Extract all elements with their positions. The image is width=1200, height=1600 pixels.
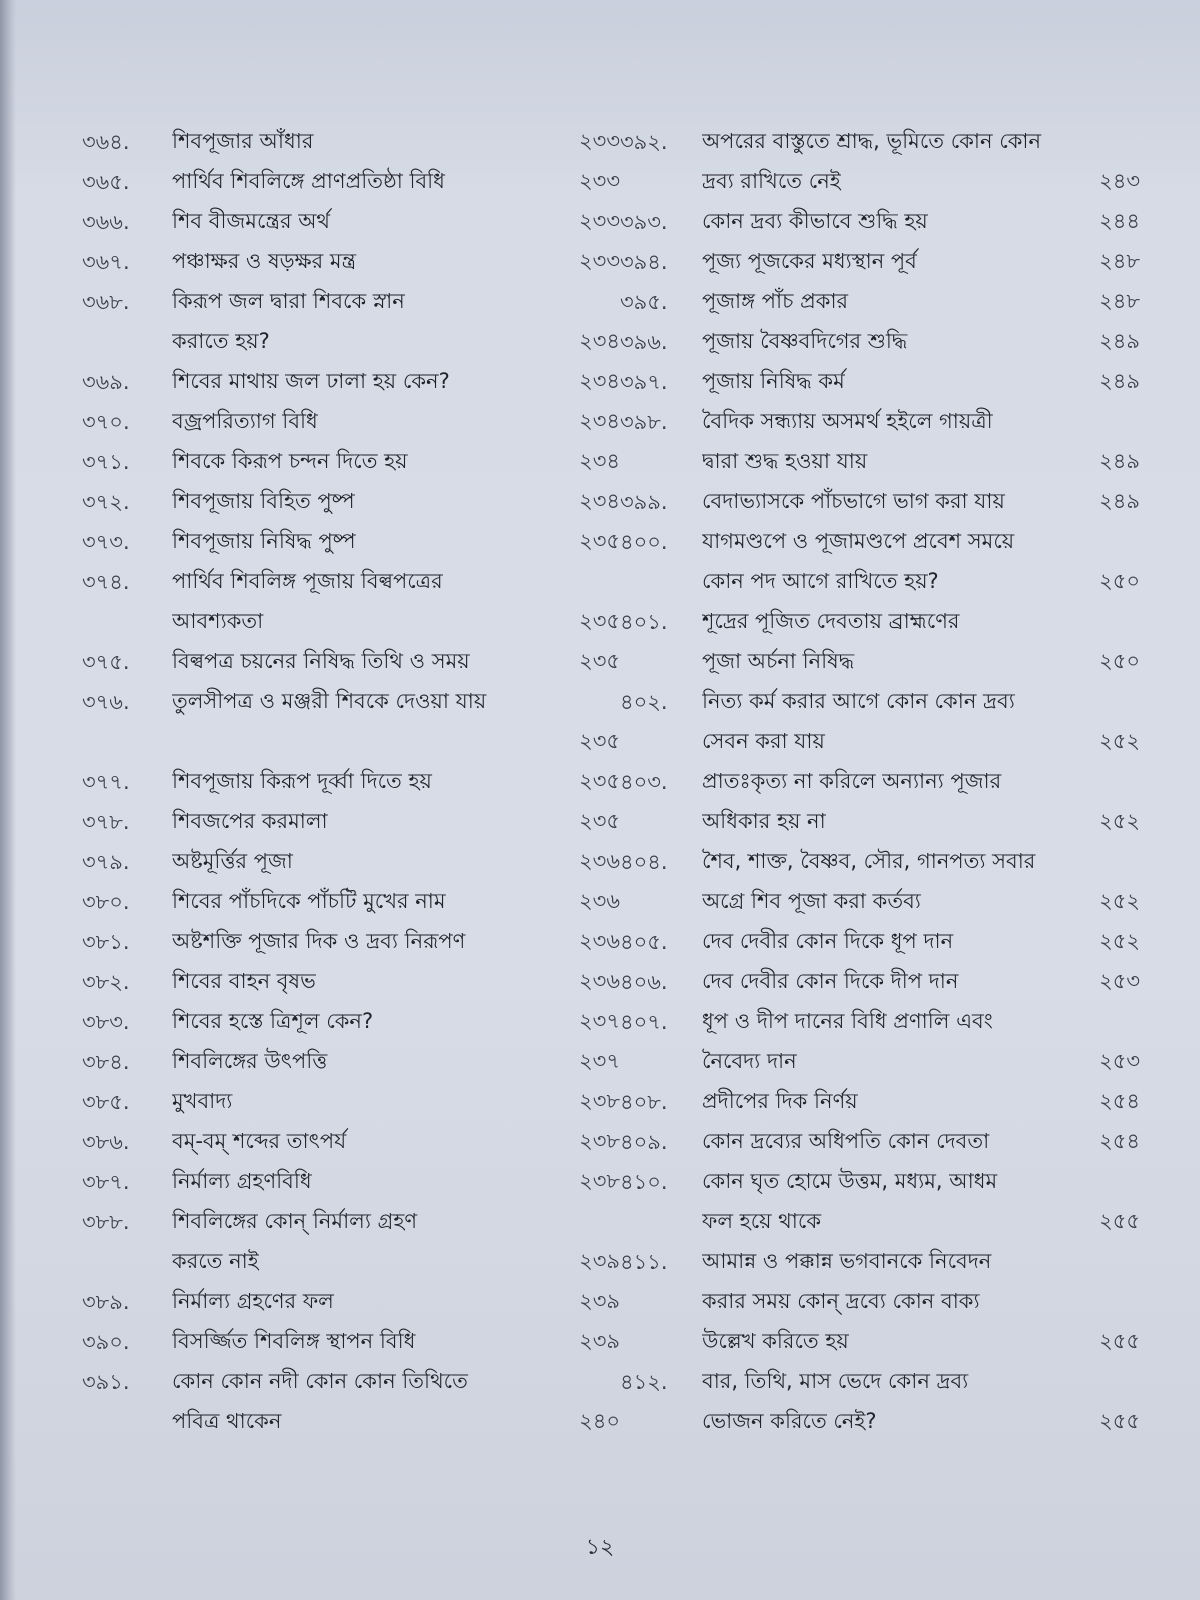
entry-title: বম্-বম্ শব্দের তাৎপর্য xyxy=(172,1128,347,1153)
entry-title: বিসর্জ্জিত শিবলিঙ্গ স্থাপন বিধি xyxy=(172,1328,416,1353)
entry-title: শিব বীজমন্ত্রের অর্থ xyxy=(172,208,330,233)
toc-entry xyxy=(620,922,1140,962)
toc-entry xyxy=(82,242,620,282)
entry-page-number: ২৩৪ xyxy=(579,488,620,513)
entry-title: কোন দ্রব্যের অধিপতি কোন দেবতা xyxy=(702,1128,990,1153)
entry-line xyxy=(702,1042,1140,1082)
toc-entry xyxy=(82,522,620,562)
entry-title: পার্থিব শিবলিঙ্গ পূজায় বিল্বপত্রের xyxy=(172,568,443,593)
entry-line xyxy=(702,242,1140,282)
entry-line xyxy=(172,642,620,682)
entry-title: পূজা অর্চনা নিষিদ্ধ xyxy=(702,648,855,673)
entry-line xyxy=(172,762,620,802)
entry-page-number: ২৫৩ xyxy=(1099,1048,1140,1073)
entry-line xyxy=(172,202,620,242)
toc-column-right xyxy=(620,122,1140,1442)
entry-title: আমান্ন ও পক্কান্ন ভগবানকে নিবেদন xyxy=(702,1248,992,1273)
entry-title: শৈব, শাক্ত, বৈষ্ণব, সৌর, গানপত্য সবার xyxy=(702,848,1036,873)
entry-number: ৩৭০. xyxy=(82,410,130,434)
toc-entry xyxy=(620,1122,1140,1162)
entry-title: দ্রব্য রাখিতে নেই xyxy=(702,168,841,193)
toc-entry xyxy=(82,442,620,482)
entry-title: অধিকার হয় না xyxy=(702,808,826,833)
toc-entry xyxy=(82,562,620,642)
toc-entry xyxy=(82,202,620,242)
entry-number: ৪১১. xyxy=(620,1250,668,1274)
entry-page-number: ২৫৫ xyxy=(1099,1328,1140,1353)
entry-line xyxy=(172,482,620,522)
entry-page-number: ২৪৩ xyxy=(1099,168,1140,193)
entry-number: ৩৬৪. xyxy=(82,130,130,154)
toc-entry xyxy=(82,122,620,162)
entry-title: যাগমণ্ডপে ও পূজামণ্ডপে প্রবেশ সময়ে xyxy=(702,528,1015,553)
toc-entry xyxy=(620,402,1140,482)
entry-title: পূজায় নিষিদ্ধ কর্ম xyxy=(702,368,845,393)
toc-entry xyxy=(620,842,1140,922)
entry-number: ৩৬৯. xyxy=(82,370,130,394)
entry-page-number: ২৪৯ xyxy=(1099,448,1140,473)
entry-line xyxy=(702,562,1140,602)
entry-page-number: ২৪৯ xyxy=(1099,488,1140,513)
toc-entry xyxy=(82,922,620,962)
entry-page-number: ২৩৭ xyxy=(579,1008,620,1033)
entry-line xyxy=(172,1122,620,1162)
entry-page-number: ২৩৮ xyxy=(579,1168,620,1193)
entry-page-number: ২৩৬ xyxy=(579,928,620,953)
entry-page-number: ২৫২ xyxy=(1099,928,1140,953)
entry-number: ৩৮৪. xyxy=(82,1050,130,1074)
toc-entry xyxy=(82,802,620,842)
entry-number: ৩৬৮. xyxy=(82,290,130,314)
entry-page-number: ২৫০ xyxy=(1099,568,1140,593)
entry-line xyxy=(702,442,1140,482)
entry-line xyxy=(172,1242,620,1282)
entry-title: করাতে হয়? xyxy=(172,328,270,353)
toc-entry xyxy=(82,882,620,922)
entry-line xyxy=(702,962,1140,1002)
entry-number: ৪০২. xyxy=(620,690,668,714)
entry-title: উল্লেখ করিতে হয় xyxy=(702,1328,849,1353)
entry-number: ৪০৮. xyxy=(620,1090,668,1114)
entry-line xyxy=(172,802,620,842)
entry-title: বেদাভ্যাসকে পাঁচভাগে ভাগ করা যায় xyxy=(702,488,1005,513)
entry-line xyxy=(702,482,1140,522)
entry-title: ভোজন করিতে নেই? xyxy=(702,1408,877,1433)
entry-page-number: ২৪০ xyxy=(579,1408,620,1433)
entry-line xyxy=(702,1402,1140,1442)
entry-line xyxy=(702,802,1140,842)
entry-line xyxy=(172,522,620,562)
entry-page-number: ২৪৯ xyxy=(1099,328,1140,353)
entry-number: ৩৮৮. xyxy=(82,1210,130,1234)
toc-column-left xyxy=(82,122,620,1442)
entry-page-number: ২৩৯ xyxy=(579,1288,620,1313)
entry-number: ৪০৩. xyxy=(620,770,668,794)
toc-entry xyxy=(82,1122,620,1162)
entry-number: ৩৮৬. xyxy=(82,1130,130,1154)
entry-number: ৩৯৭. xyxy=(620,370,668,394)
entry-title: পূজ্য পূজকের মধ্যস্থান পূর্ব xyxy=(702,248,917,273)
entry-title: শিবলিঙ্গের উৎপত্তি xyxy=(172,1048,328,1073)
entry-number: ৩৭২. xyxy=(82,490,130,514)
entry-title: ফল হয়ে থাকে xyxy=(702,1208,822,1233)
entry-page-number: ২৩৫ xyxy=(579,608,620,633)
entry-title: পবিত্র থাকেন xyxy=(172,1408,282,1433)
entry-line xyxy=(172,362,620,402)
entry-title: নৈবেদ্য দান xyxy=(702,1048,797,1073)
toc-entry xyxy=(82,1282,620,1322)
toc-entry xyxy=(620,962,1140,1002)
entry-number: ৩৯৮. xyxy=(620,410,668,434)
toc-entry xyxy=(82,1202,620,1282)
entry-line xyxy=(172,282,620,322)
entry-line xyxy=(172,1402,620,1442)
entry-page-number: ২৩৭ xyxy=(579,1048,620,1073)
entry-number: ৩৭৭. xyxy=(82,770,130,794)
entry-title: পার্থিব শিবলিঙ্গে প্রাণপ্রতিষ্ঠা বিধি xyxy=(172,168,445,193)
entry-title: কোন কোন নদী কোন কোন তিথিতে xyxy=(172,1368,468,1393)
entry-title: বিল্বপত্র চয়নের নিষিদ্ধ তিথি ও সময় xyxy=(172,648,470,673)
toc-entry xyxy=(620,682,1140,762)
toc-entry xyxy=(82,1082,620,1122)
entry-title: বার, তিথি, মাস ভেদে কোন দ্রব্য xyxy=(702,1368,969,1393)
entry-number: ৩৮৫. xyxy=(82,1090,130,1114)
entry-page-number: ২৩৬ xyxy=(579,888,620,913)
entry-title: বৈদিক সন্ধ্যায় অসমর্থ হইলে গায়ত্রী xyxy=(702,408,993,433)
entry-number: ৪০১. xyxy=(620,610,668,634)
entry-page-number: ২৩৮ xyxy=(579,1128,620,1153)
entry-title: কোন দ্রব্য কীভাবে শুদ্ধি হয় xyxy=(702,208,928,233)
entry-line xyxy=(702,362,1140,402)
entry-line xyxy=(702,202,1140,242)
entry-title: পূজায় বৈষ্ণবদিগের শুদ্ধি xyxy=(702,328,908,353)
entry-title: করতে নাই xyxy=(172,1248,259,1273)
entry-title: শিবপূজায় কিরূপ দূর্ব্বা দিতে হয় xyxy=(172,768,432,793)
toc-entry xyxy=(82,642,620,682)
toc-entry xyxy=(82,1002,620,1042)
entry-page-number: ২৩৫ xyxy=(579,768,620,793)
entry-title: দেব দেবীর কোন দিকে ধূপ দান xyxy=(702,928,954,953)
entry-number: ৩৮৯. xyxy=(82,1290,130,1314)
entry-page-number: ২৫০ xyxy=(1099,648,1140,673)
entry-number: ৩৮২. xyxy=(82,970,130,994)
entry-number: ৩৬৭. xyxy=(82,250,130,274)
entry-line xyxy=(172,682,620,722)
toc-entry xyxy=(82,1322,620,1362)
entry-line xyxy=(172,1042,620,1082)
toc-entry xyxy=(620,1002,1140,1082)
entry-line xyxy=(172,562,620,602)
entry-line xyxy=(172,1162,620,1202)
entry-number: ৩৯০. xyxy=(82,1330,130,1354)
toc-entry xyxy=(82,162,620,202)
entry-page-number: ২৩৫ xyxy=(579,728,620,753)
entry-line xyxy=(702,1082,1140,1122)
entry-page-number: ২৩৮ xyxy=(579,1088,620,1113)
entry-title: দ্বারা শুদ্ধ হওয়া যায় xyxy=(702,448,868,473)
entry-title: শিবের বাহন বৃষভ xyxy=(172,968,316,993)
entry-title: আবশ্যকতা xyxy=(172,608,264,633)
entry-line xyxy=(702,162,1140,202)
entry-number: ৩৯৬. xyxy=(620,330,668,354)
entry-line xyxy=(702,322,1140,362)
entry-page-number: ২৩৫ xyxy=(579,648,620,673)
entry-line xyxy=(172,602,620,642)
entry-line xyxy=(172,882,620,922)
entry-title: কোন পদ আগে রাখিতে হয়? xyxy=(702,568,939,593)
entry-number: ৩৯৪. xyxy=(620,250,668,274)
toc-entry xyxy=(82,282,620,362)
toc-entry xyxy=(620,242,1140,282)
toc-entry xyxy=(82,762,620,802)
entry-line xyxy=(702,1122,1140,1162)
entry-line xyxy=(702,282,1140,322)
entry-title: শিবজপের করমালা xyxy=(172,808,328,833)
entry-line xyxy=(172,442,620,482)
entry-title: ধূপ ও দীপ দানের বিধি প্রণালি এবং xyxy=(702,1008,993,1033)
toc-entry xyxy=(620,202,1140,242)
toc-entry xyxy=(82,842,620,882)
toc-entry xyxy=(620,1242,1140,1362)
toc-entry xyxy=(82,1162,620,1202)
entry-line xyxy=(172,1282,620,1322)
entry-line xyxy=(172,122,620,162)
entry-line xyxy=(172,402,620,442)
entry-title: মুখবাদ্য xyxy=(172,1088,233,1113)
entry-title: নিত্য কর্ম করার আগে কোন কোন দ্রব্য xyxy=(702,688,1015,713)
entry-line xyxy=(702,722,1140,762)
entry-number: ৩৭৫. xyxy=(82,650,130,674)
entry-page-number: ২৪৮ xyxy=(1099,248,1140,273)
entry-page-number: ২৫২ xyxy=(1099,888,1140,913)
toc-entry xyxy=(620,482,1140,522)
toc-entry xyxy=(620,1162,1140,1242)
entry-line xyxy=(702,1002,1140,1042)
entry-number: ৩৭১. xyxy=(82,450,130,474)
entry-line xyxy=(702,882,1140,922)
toc-entry xyxy=(82,362,620,402)
entry-title: শূদ্রের পূজিত দেবতায় ব্রাহ্মণের xyxy=(702,608,960,633)
entry-number: ৪০৪. xyxy=(620,850,668,874)
entry-number: ৩৯১. xyxy=(82,1370,130,1394)
entry-page-number: ২৩৩ xyxy=(579,208,620,233)
entry-number: ৩৭৩. xyxy=(82,530,130,554)
entry-page-number: ২৫২ xyxy=(1099,808,1140,833)
entry-number: ৪০৫. xyxy=(620,930,668,954)
entry-title: তুলসীপত্র ও মঞ্জরী শিবকে দেওয়া যায় xyxy=(172,688,487,713)
entry-page-number: ২৩৩ xyxy=(579,128,620,153)
entry-title: সেবন করা যায় xyxy=(702,728,825,753)
toc-entry xyxy=(620,602,1140,682)
entry-number: ৩৬৫. xyxy=(82,170,130,194)
entry-page-number: ২৩৩ xyxy=(579,248,620,273)
entry-title: বজ্রপরিত্যাগ বিধি xyxy=(172,408,318,433)
entry-line xyxy=(702,1362,1140,1402)
entry-title: প্রদীপের দিক নির্ণয় xyxy=(702,1088,858,1113)
entry-number: ৩৯৯. xyxy=(620,490,668,514)
entry-line xyxy=(172,322,620,362)
entry-title: পূজাঙ্গ পাঁচ প্রকার xyxy=(702,288,849,313)
page-number: ১২ xyxy=(585,1535,615,1560)
entry-number: ৩৮৭. xyxy=(82,1170,130,1194)
entry-page-number: ২৩৪ xyxy=(579,448,620,473)
entry-number: ৪১২. xyxy=(620,1370,668,1394)
entry-line xyxy=(172,1082,620,1122)
entry-line xyxy=(172,1362,620,1402)
entry-line xyxy=(702,842,1140,882)
entry-title: শিবপূজায় বিহিত পুষ্প xyxy=(172,488,355,513)
entry-number: ৪০৭. xyxy=(620,1010,668,1034)
entry-title: অষ্টমূর্ত্তির পূজা xyxy=(172,848,293,873)
entry-title: শিবপূজায় নিষিদ্ধ পুষ্প xyxy=(172,528,356,553)
toc-entry xyxy=(620,762,1140,842)
entry-line xyxy=(702,922,1140,962)
entry-title: শিবলিঙ্গের কোন্ নির্মাল্য গ্রহণ xyxy=(172,1208,418,1233)
entry-number: ৩৭৬. xyxy=(82,690,130,714)
entry-line xyxy=(702,1202,1140,1242)
entry-page-number: ২৩৪ xyxy=(579,408,620,433)
entry-page-number: ২৫২ xyxy=(1099,728,1140,753)
entry-line xyxy=(172,1202,620,1242)
entry-line xyxy=(702,1282,1140,1322)
entry-title: পঞ্চাক্ষর ও ষড়ক্ষর মন্ত্র xyxy=(172,248,357,273)
entry-number: ৩৭৪. xyxy=(82,570,130,594)
entry-title: কোন ঘৃত হোমে উত্তম, মধ্যম, আধম xyxy=(702,1168,998,1193)
toc-entry xyxy=(82,682,620,762)
entry-page-number: ২৪৮ xyxy=(1099,288,1140,313)
toc-entry xyxy=(620,522,1140,602)
entry-page-number: ২৩৪ xyxy=(579,328,620,353)
entry-line xyxy=(702,1242,1140,1282)
toc-entry xyxy=(82,482,620,522)
entry-page-number: ২৩৪ xyxy=(579,368,620,393)
entry-number: ৪০৯. xyxy=(620,1130,668,1154)
entry-line xyxy=(702,642,1140,682)
entry-page-number: ২৫৫ xyxy=(1099,1208,1140,1233)
toc-entry xyxy=(620,122,1140,202)
toc-entry xyxy=(620,322,1140,362)
entry-title: অগ্রে শিব পূজা করা কর্তব্য xyxy=(702,888,921,913)
entry-page-number: ২৩৬ xyxy=(579,968,620,993)
entry-page-number: ২৫৪ xyxy=(1099,1128,1140,1153)
entry-number: ৩৯৫. xyxy=(620,290,668,314)
entry-number: ৩৭৮. xyxy=(82,810,130,834)
toc-entry xyxy=(620,1362,1140,1442)
entry-title: অষ্টশক্তি পূজার দিক ও দ্রব্য নিরূপণ xyxy=(172,928,466,953)
entry-line xyxy=(702,762,1140,802)
entry-title: শিবের পাঁচদিকে পাঁচটি মুখের নাম xyxy=(172,888,446,913)
entry-page-number: ২৩৩ xyxy=(579,168,620,193)
toc-entry xyxy=(620,1082,1140,1122)
entry-number: ৩৯২. xyxy=(620,130,668,154)
entry-number: ৩৮০. xyxy=(82,890,130,914)
entry-title: শিবের মাথায় জল ঢালা হয় কেন? xyxy=(172,368,450,393)
entry-line xyxy=(702,402,1140,442)
entry-line xyxy=(172,962,620,1002)
entry-line xyxy=(172,162,620,202)
toc-entry xyxy=(82,402,620,442)
entry-page-number: ২৩৬ xyxy=(579,848,620,873)
entry-page-number: ২৪৪ xyxy=(1099,208,1140,233)
entry-number: ৩৮৩. xyxy=(82,1010,130,1034)
entry-title: নির্মাল্য গ্রহণবিধি xyxy=(172,1168,312,1193)
toc-entry xyxy=(82,1042,620,1082)
entry-page-number: ২৩৯ xyxy=(579,1328,620,1353)
entry-number: ৪১০. xyxy=(620,1170,668,1194)
toc-entry xyxy=(82,1362,620,1442)
toc-entry xyxy=(620,282,1140,322)
entry-line xyxy=(172,922,620,962)
entry-line xyxy=(172,722,620,762)
entry-page-number: ২৩৫ xyxy=(579,808,620,833)
entry-number: ৩৭৯. xyxy=(82,850,130,874)
entry-title: কিরূপ জল দ্বারা শিবকে স্নান xyxy=(172,288,405,313)
entry-title: প্রাতঃকৃত্য না করিলে অন্যান্য পূজার xyxy=(702,768,1002,793)
entry-page-number: ২৪৯ xyxy=(1099,368,1140,393)
entry-line xyxy=(702,1162,1140,1202)
entry-title: দেব দেবীর কোন দিকে দীপ দান xyxy=(702,968,959,993)
toc-entry xyxy=(620,362,1140,402)
entry-page-number: ২৩৯ xyxy=(579,1248,620,1273)
entry-page-number: ২৫৪ xyxy=(1099,1088,1140,1113)
entry-line xyxy=(702,682,1140,722)
entry-title: নির্মাল্য গ্রহণের ফল xyxy=(172,1288,334,1313)
entry-number: ৪০০. xyxy=(620,530,668,554)
entry-number: ৪০৬. xyxy=(620,970,668,994)
entry-page-number: ২৫৫ xyxy=(1099,1408,1140,1433)
entry-number: ৩৯৩. xyxy=(620,210,668,234)
entry-line xyxy=(172,842,620,882)
entry-line xyxy=(702,602,1140,642)
entry-title: শিবকে কিরূপ চন্দন দিতে হয় xyxy=(172,448,408,473)
entry-number: ৩৬৬. xyxy=(82,210,130,234)
entry-line xyxy=(702,122,1140,162)
toc-entry xyxy=(82,962,620,1002)
entry-page-number: ২৩৫ xyxy=(579,528,620,553)
entry-page-number: ২৫৩ xyxy=(1099,968,1140,993)
entry-line xyxy=(172,1002,620,1042)
entry-line xyxy=(702,1322,1140,1362)
entry-line xyxy=(702,522,1140,562)
entry-title: অপরের বাস্তুতে শ্রাদ্ধ, ভূমিতে কোন কোন xyxy=(702,128,1042,153)
entry-line xyxy=(172,242,620,282)
entry-title: শিবপূজার আঁধার xyxy=(172,128,314,153)
entry-number: ৩৮১. xyxy=(82,930,130,954)
entry-title: শিবের হস্তে ত্রিশূল কেন? xyxy=(172,1008,374,1033)
entry-line xyxy=(172,1322,620,1362)
entry-title: করার সময় কোন্ দ্রব্যে কোন বাক্য xyxy=(702,1288,980,1313)
